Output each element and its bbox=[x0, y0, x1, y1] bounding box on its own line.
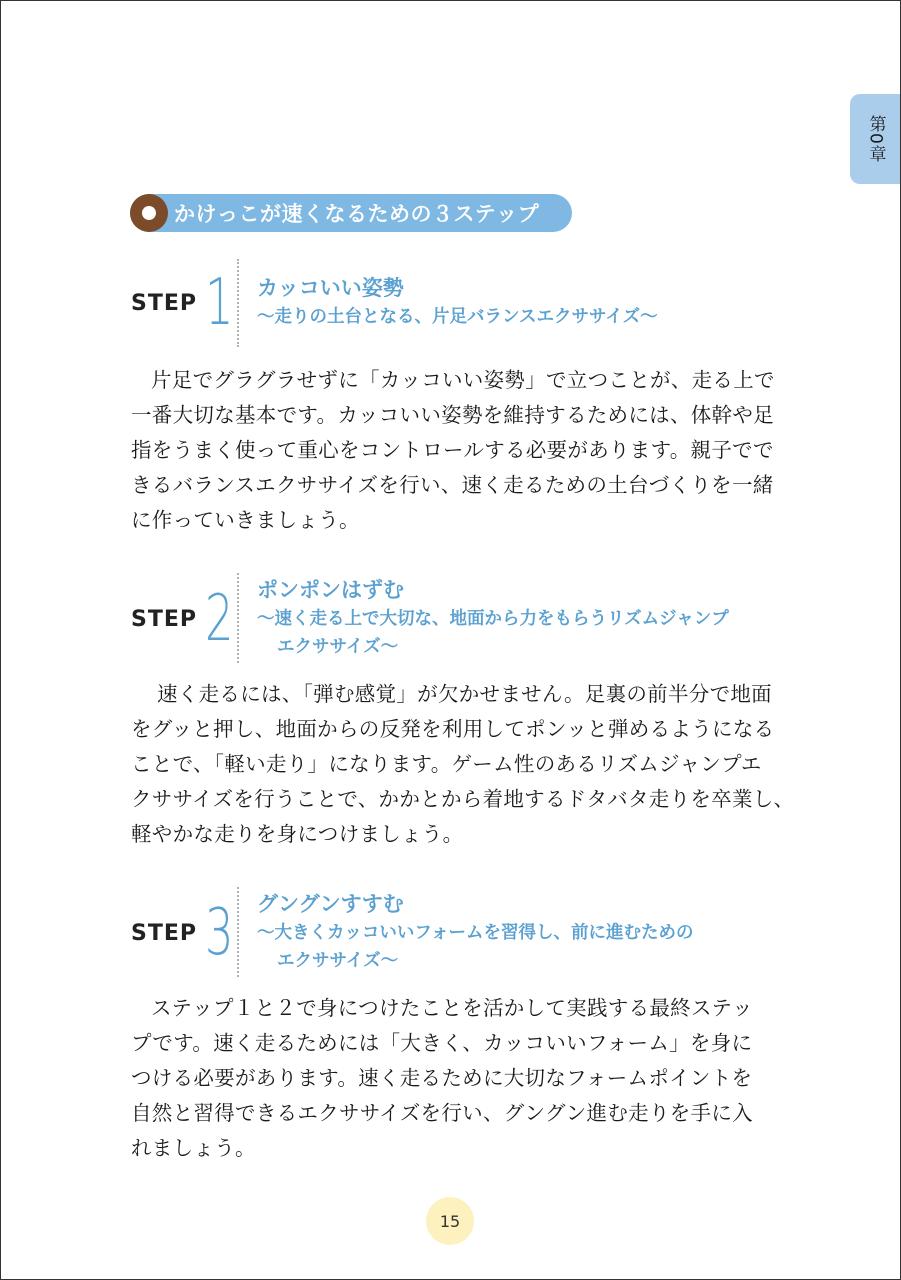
body-line: プです。速く走るためには「大きく、カッコいいフォーム」を身に bbox=[131, 1031, 753, 1055]
body-line: クササイズを行うことで、かかとから着地するドタバタ走りを卒業し、 bbox=[131, 787, 795, 811]
body-line: きるバランスエクササイズを行い、速く走るための土台づくりを一緒 bbox=[131, 473, 774, 497]
step-number: 2 bbox=[205, 582, 234, 656]
step-number: 3 bbox=[205, 896, 234, 970]
body-line: 指をうまく使って重心をコントロールする必要があります。親子でで bbox=[131, 438, 774, 462]
step-3-heading bbox=[237, 887, 693, 977]
body-line: れましょう。 bbox=[131, 1136, 256, 1160]
step-subtitle: 〜大きくカッコいいフォームを習得し、前に進むための bbox=[257, 923, 694, 943]
step-subtitle: エクササイズ〜 bbox=[277, 951, 399, 971]
body-line: 片足でグラグラせずに「カッコいい姿勢」で立つことが、走る上で bbox=[151, 368, 775, 392]
step-label: STEP bbox=[131, 921, 198, 946]
step-subtitle: エクササイズ〜 bbox=[277, 637, 399, 657]
step-2-marker bbox=[131, 582, 246, 656]
step-2-heading bbox=[237, 573, 729, 663]
section-header bbox=[130, 194, 572, 232]
body-line: 自然と習得できるエクササイズを行い、グングン進む走りを手に入 bbox=[131, 1101, 753, 1125]
step-number: 1 bbox=[205, 266, 234, 340]
body-line: をグッと押し、地面からの反発を利用してポンッと弾めるようになる bbox=[131, 717, 775, 741]
body-line: ステップ１と２で身につけたことを活かして実践する最終ステッ bbox=[151, 996, 753, 1020]
step-1-body bbox=[131, 363, 796, 538]
step-title: グングンすすむ bbox=[257, 892, 404, 916]
step-1-marker bbox=[131, 266, 246, 340]
page-number: 15 bbox=[426, 1197, 474, 1245]
circle-bullet-icon bbox=[130, 194, 168, 232]
step-3-marker bbox=[131, 896, 246, 970]
step-label: STEP bbox=[131, 607, 198, 632]
body-line: つける必要があります。速く走るために大切なフォームポイントを bbox=[131, 1066, 753, 1090]
step-2-body bbox=[131, 677, 796, 852]
step-subtitle: 〜速く走る上で大切な、地面から力をもらうリズムジャンプ bbox=[257, 609, 729, 629]
body-line: 軽やかな走りを身につけましょう。 bbox=[131, 822, 464, 846]
body-line: 速く走るには、「弾む感覚」が欠かせません。足裏の前半分で地面 bbox=[157, 682, 772, 706]
section-title: かけっこが速くなるための３ステップ bbox=[174, 202, 540, 226]
step-label: STEP bbox=[131, 291, 198, 316]
step-subtitle: 〜走りの土台となる、片足バランスエクササイズ〜 bbox=[257, 307, 658, 327]
chapter-tab bbox=[850, 94, 901, 184]
chapter-tab-label: 第0章 bbox=[865, 115, 886, 163]
body-line: 一番大切な基本です。カッコいい姿勢を維持するためには、体幹や足 bbox=[131, 403, 774, 427]
step-title: ポンポンはずむ bbox=[257, 578, 404, 602]
body-line: ことで、「軽い走り」になります。ゲーム性のあるリズムジャンプエ bbox=[131, 752, 762, 776]
step-3-body bbox=[131, 991, 796, 1166]
body-line: に作っていきましょう。 bbox=[131, 508, 360, 532]
step-1-heading bbox=[237, 259, 658, 347]
step-title: カッコいい姿勢 bbox=[257, 276, 404, 300]
